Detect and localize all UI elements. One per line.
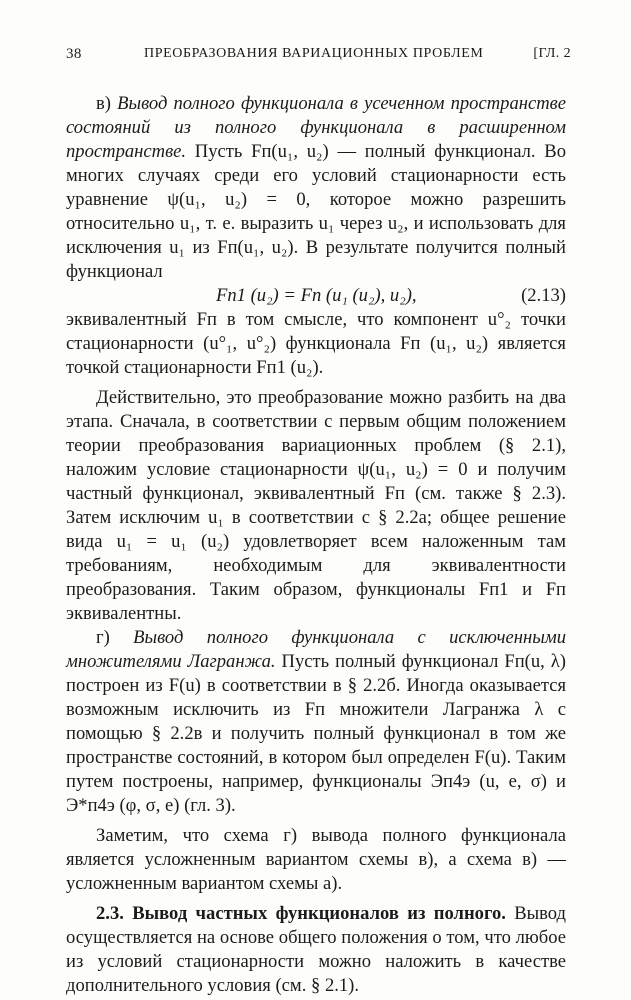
section-heading-2-3: 2.3. Вывод частных функционалов из полного. bbox=[96, 903, 506, 924]
paragraph-equivalence: эквивалентный Fп в том смысле, что компонент u°₂ точки стационарности (u°₁, u°₂) функционала Fп (u₁, u₂) является точкой стационарности Fп1 (u₂). bbox=[66, 309, 566, 378]
paragraph-section-v bbox=[66, 92, 566, 284]
formula-2-13 bbox=[66, 284, 566, 308]
paragraph-section-g bbox=[66, 626, 566, 818]
paragraph-remark: Заметим, что схема г) вывода полного функционала является усложненным вариантом схемы в), а схема в) — усложненным вариантом схемы а). bbox=[66, 825, 566, 894]
paragraph-text: Пусть полный функционал Fп(u, λ) построен из F(u) в соответствии в § 2.2б. Иногда оказывается возможным исключить из Fп множители Лагранжа λ с помощью § 2.2в и получить полный функционал в том же пространстве состояний, в котором был определен F(u). Таким путем построены, например, функционалы Эп4э (u, e, σ) и Э*п4э (φ, σ, e) (гл. 3). bbox=[66, 651, 566, 816]
paragraph-section-2-3 bbox=[66, 902, 566, 998]
item-heading-g: Вывод полного функционала с исключенными множителями Лагранжа. bbox=[66, 627, 566, 672]
item-label-v: в) bbox=[96, 93, 118, 114]
chapter-marker: [ГЛ. 2 bbox=[533, 46, 571, 61]
item-heading-v: Вывод полного функционала в усеченном пространстве состояний из полного функционала в расширенном пространстве. bbox=[66, 93, 566, 162]
paragraph-text: Пусть Fп(u₁, u₂) — полный функционал. Во многих случаях среди его условий стационарности есть уравнение ψ(u₁, u₂) = 0, которое можно разрешить относительно u₁, т. е. выразить u₁ через u₂, и использовать для исключения u₁ из Fп(u₁, u₂). В результате получится полный функционал bbox=[66, 141, 566, 282]
paragraph-proof: Действительно, это преобразование можно разбить на два этапа. Сначала, в соответствии с первым общим положением теории преобразования вариационных проблем (§ 2.1), наложим условие стационарности ψ(u₁, u₂) = 0 и получим частный функционал, эквивалентный Fп (см. также § 2.3). Затем исключим u₁ в соответствии с § 2.2а; общее решение вида u₁ = u₁ (u₂) удовлетворяет всем наложенным там требованиям, необходимым для эквивалентности преобразования. Таким образом, функционалы Fп1 и Fп эквивалентны. bbox=[66, 387, 566, 624]
item-label-g: г) bbox=[96, 627, 134, 648]
page-number: 38 bbox=[66, 46, 82, 62]
formula-expression: Fп1 (u₂) = Fп (u₁ (u₂), u₂), bbox=[216, 285, 417, 306]
running-head bbox=[66, 46, 571, 68]
running-title: ПРЕОБРАЗОВАНИЯ ВАРИАЦИОННЫХ ПРОБЛЕМ bbox=[144, 46, 484, 61]
paragraph-text: Вывод осуществляется на основе общего положения о том, что любое из условий стационарности можно наложить в качестве дополнительного условия (см. § 2.1). bbox=[66, 903, 566, 996]
equation-number: (2.13) bbox=[521, 285, 566, 306]
body-text bbox=[66, 92, 566, 998]
